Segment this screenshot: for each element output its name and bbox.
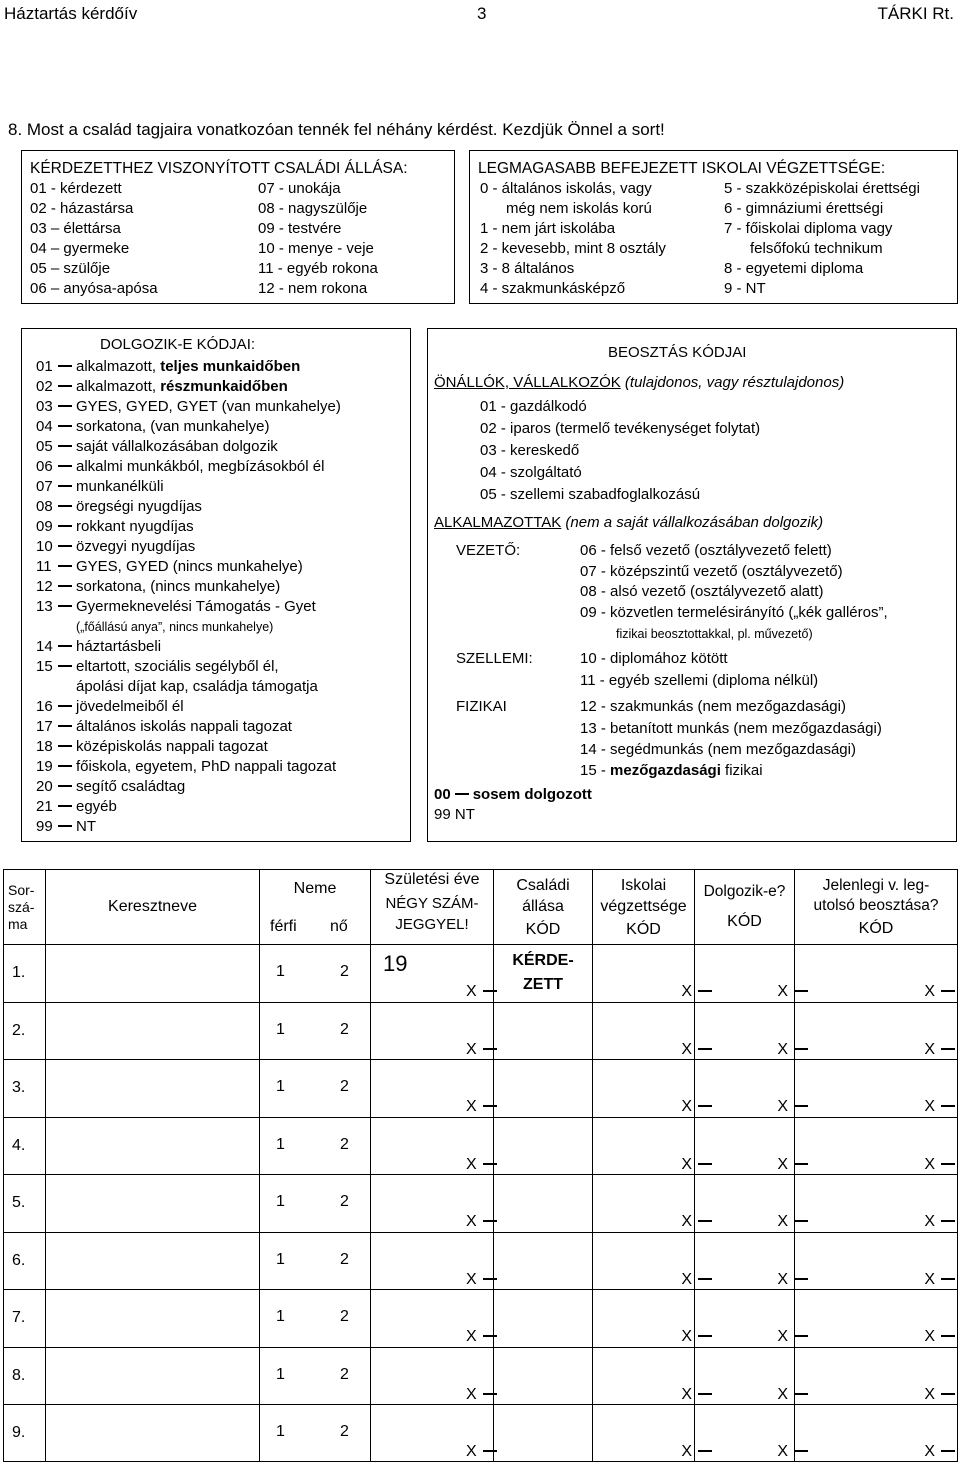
work-code-item: 20 segítő családtag — [36, 778, 186, 795]
work-code-item: 07 munkanélküli — [36, 478, 164, 495]
gender-male-option[interactable]: 1 — [276, 1308, 285, 1326]
gender-male-option[interactable]: 1 — [276, 963, 285, 981]
school-code-item: 2 - kevesebb, mint 8 osztály — [480, 240, 666, 257]
position-codes-title: BEOSZTÁS KÓDJAI — [608, 344, 747, 361]
header-sorszama: Sor- szá- ma — [8, 881, 35, 932]
x-mark: X — [466, 1443, 477, 1460]
vezeto-item: 07 - középszintű vezető (osztályvezető) — [580, 562, 843, 580]
position-x-marker — [924, 1386, 959, 1404]
gender-female-option[interactable]: 2 — [340, 963, 349, 981]
position-field[interactable] — [795, 1233, 957, 1289]
row-number: 5. — [12, 1194, 26, 1212]
header-jelenlegi-kod: KÓD — [858, 920, 894, 937]
work-code-item: 15 eltartott, szociális segélyből él, — [36, 658, 279, 675]
school-codes-title: LEGMAGASABB BEFEJEZETT ISKOLAI VÉGZETTSÉGE: — [478, 160, 886, 177]
work-codes-box — [21, 328, 411, 842]
x-mark: X — [466, 1040, 477, 1058]
x-mark: X — [681, 1385, 692, 1403]
work-code-item: 14 háztartásbeli — [36, 638, 162, 655]
position-field[interactable] — [795, 1290, 957, 1346]
school-field[interactable] — [593, 1003, 694, 1059]
school-field[interactable] — [593, 1348, 694, 1404]
x-mark: X — [924, 1098, 935, 1116]
year-x-marker — [466, 1443, 501, 1461]
x-mark: X — [681, 983, 692, 1001]
birth-year-field[interactable]: 19 — [383, 951, 408, 977]
x-mark: X — [681, 1328, 692, 1346]
header-iskolai-kod: KÓD — [626, 921, 661, 938]
self-employed-item: 04 - szolgáltató — [480, 464, 582, 481]
work-code-item: 06 alkalmi munkákból, megbízásokból él — [36, 458, 325, 475]
row-number: 1. — [12, 964, 26, 982]
work-code-item: 01 alkalmazott, teljes munkaidőben — [36, 358, 301, 375]
position-x-marker — [924, 1271, 959, 1289]
x-mark: X — [924, 1213, 935, 1231]
gender-female-option[interactable]: 2 — [340, 1135, 349, 1153]
header-csaladi-kod: KÓD — [525, 921, 561, 938]
work-code-item: 09 rokkant nyugdíjas — [36, 518, 194, 535]
school-code-item: még nem iskolás korú — [506, 200, 652, 217]
year-x-marker — [466, 1098, 501, 1116]
x-mark: X — [777, 1270, 788, 1288]
work-code-item: 99 NT — [36, 818, 96, 835]
first-name-field[interactable] — [46, 1290, 259, 1346]
x-mark: X — [777, 1443, 788, 1460]
fizikai-item: 14 - segédmunkás (nem mezőgazdasági) — [580, 741, 856, 758]
year-x-marker — [466, 1328, 501, 1346]
position-x-marker — [924, 1213, 959, 1231]
x-mark: X — [466, 1328, 477, 1346]
table-row — [4, 1002, 958, 1060]
fizikai-item-15: 15 - mezőgazdasági fizikai — [580, 762, 763, 779]
x-mark: X — [681, 1155, 692, 1173]
school-code-item: 1 - nem járt iskolába — [480, 220, 616, 237]
table-row — [4, 1347, 958, 1405]
header-no: nő — [330, 918, 348, 935]
row-number: 8. — [12, 1366, 26, 1384]
x-mark: X — [777, 1155, 788, 1173]
table-row — [4, 945, 958, 1003]
family-codes-box — [21, 150, 455, 304]
work-code-item: 11 GYES, GYED (nincs munkahelye) — [36, 558, 303, 575]
self-employed-item: 03 - kereskedő — [480, 442, 580, 459]
first-name-field[interactable] — [46, 1118, 259, 1174]
work-code-item: 12 sorkatona, (nincs munkahelye) — [36, 578, 281, 595]
x-mark: X — [681, 1443, 692, 1460]
work-field[interactable] — [695, 1233, 794, 1289]
work-code-item: 19 főiskola, egyetem, PhD nappali tagozat — [36, 758, 337, 775]
school-code-item: felsőfokú technikum — [750, 240, 883, 257]
question-8: 8. Most a család tagjaira vonatkozóan tennék fel néhány kérdést. Kezdjük Önnel a sort! — [8, 120, 665, 139]
header-dolgozik-kod: KÓD — [727, 913, 762, 930]
gender-female-option[interactable]: 2 — [340, 1078, 349, 1096]
work-code-item: („főállású anya”, nincs munkahelye) — [76, 620, 274, 634]
work-codes-title: DOLGOZIK-E KÓDJAI: — [100, 336, 256, 353]
header-jelenlegi: Jelenlegi v. leg- utolsó beosztása? — [813, 877, 939, 914]
work-code-item: 16 jövedelmeiből él — [36, 698, 184, 715]
vezeto-label: VEZETŐ: — [456, 542, 521, 559]
work-code-item: 05 saját vállalkozásában dolgozik — [36, 438, 278, 455]
work-field[interactable] — [695, 1175, 794, 1231]
gender-male-option[interactable]: 1 — [276, 1135, 285, 1153]
szellemi-item: 10 - diplomához kötött — [580, 650, 728, 667]
work-code-item: 17 általános iskolás nappali tagozat — [36, 718, 292, 735]
work-code-item: 04 sorkatona, (van munkahelye) — [36, 418, 270, 435]
school-field[interactable] — [593, 1175, 694, 1231]
school-code-item: 9 - NT — [724, 280, 766, 297]
position-field[interactable] — [795, 1060, 957, 1116]
school-field[interactable] — [593, 945, 694, 1001]
school-field[interactable] — [593, 1060, 694, 1116]
first-name-field[interactable] — [46, 1175, 259, 1231]
header-dolgozik: Dolgozik-e? — [703, 883, 786, 900]
x-mark: X — [924, 1270, 935, 1288]
gender-male-option[interactable]: 1 — [276, 1423, 285, 1440]
self-employed-item: 02 - iparos (termelő tevékenységet folytat) — [480, 420, 761, 437]
x-mark: X — [466, 1270, 477, 1288]
x-mark: X — [924, 983, 935, 1001]
position-x-marker — [924, 1098, 959, 1116]
work-code-item: 10 özvegyi nyugdíjas — [36, 538, 196, 555]
family-code-item: 02 - házastársa — [30, 200, 134, 217]
position-x-marker — [924, 1041, 959, 1059]
x-mark: X — [777, 1040, 788, 1058]
position-field[interactable] — [795, 1118, 957, 1174]
vezeto-item: 09 - közvetlen termelésirányító („kék galléros”, — [580, 603, 888, 621]
table-row — [4, 1175, 958, 1233]
year-x-marker — [466, 1156, 501, 1174]
self-employed-heading: ÖNÁLLÓK, VÁLLALKOZÓK (tulajdonos, vagy résztulajdonos) — [434, 374, 845, 391]
vezeto-note: fizikai beosztottakkal, pl. művezető) — [616, 627, 813, 641]
school-field[interactable] — [593, 1405, 694, 1461]
family-status-field[interactable]: KÉRDE- ZETT — [512, 952, 574, 994]
first-name-field[interactable] — [46, 1003, 259, 1059]
gender-male-option[interactable]: 1 — [276, 1365, 285, 1383]
row-number: 4. — [12, 1136, 26, 1154]
row-number: 9. — [12, 1424, 26, 1441]
x-mark: X — [681, 1213, 692, 1231]
position-field[interactable] — [795, 1405, 957, 1461]
school-code-item: 4 - szakmunkásképző — [480, 280, 626, 297]
x-mark: X — [777, 983, 788, 1001]
family-code-item: 06 – anyósa-apósa — [30, 280, 158, 297]
work-code-item: 18 középiskolás nappali tagozat — [36, 738, 268, 755]
gender-male-option[interactable]: 1 — [276, 1020, 285, 1038]
header-iskolai: Iskolai végzettsége — [600, 877, 687, 915]
year-x-marker — [466, 1041, 501, 1059]
position-field[interactable] — [795, 1175, 957, 1231]
school-codes-box — [469, 150, 958, 304]
school-field[interactable] — [593, 1290, 694, 1346]
work-field[interactable] — [695, 1290, 794, 1346]
fizikai-label: FIZIKAI — [456, 698, 507, 715]
work-code-item: 08 öregségi nyugdíjas — [36, 498, 202, 515]
work-code-item: 21 egyéb — [36, 798, 117, 815]
family-codes-title: KÉRDEZETTHEZ VISZONYÍTOTT CSALÁDI ÁLLÁSA: — [30, 160, 408, 177]
first-name-field[interactable] — [46, 945, 259, 1001]
family-code-item: 08 - nagyszülője — [258, 200, 368, 217]
gender-male-option[interactable]: 1 — [276, 1250, 285, 1268]
position-x-marker — [924, 983, 959, 1001]
header-left: Háztartás kérdőív — [4, 4, 138, 23]
x-mark: X — [681, 1040, 692, 1058]
header-neme: Neme — [293, 880, 337, 897]
row-number: 6. — [12, 1251, 26, 1269]
school-code-item: 7 - főiskolai diploma vagy — [724, 220, 893, 237]
work-field[interactable] — [695, 1118, 794, 1174]
fizikai-item: 13 - betanított munkás (nem mezőgazdasági) — [580, 719, 882, 737]
x-mark: X — [924, 1443, 935, 1460]
table-header-row — [4, 870, 958, 945]
header-szuletesi-eve: Születési éve — [384, 871, 480, 888]
header-ferfi: férfi — [270, 918, 297, 935]
year-x-marker — [466, 1213, 501, 1231]
x-mark: X — [466, 1213, 477, 1231]
first-name-field[interactable] — [46, 1060, 259, 1116]
table-row — [4, 1117, 958, 1175]
gender-female-option[interactable]: 2 — [340, 1423, 349, 1440]
header-csaladi-allasa: Családi állása — [516, 877, 570, 915]
never-worked: 00 sosem dolgozott — [434, 786, 592, 803]
work-code-item: 13 Gyermeknevelési Támogatás - Gyet — [36, 598, 316, 615]
first-name-field[interactable] — [46, 1233, 259, 1289]
szellemi-label: SZELLEMI: — [456, 650, 533, 667]
first-name-field[interactable] — [46, 1405, 259, 1461]
position-field[interactable] — [795, 1348, 957, 1404]
work-code-item: ápolási díjat kap, családja támogatja — [76, 678, 318, 695]
table-row — [4, 1405, 958, 1462]
employees-heading: ALKALMAZOTTAK (nem a saját vállalkozásában dolgozik) — [434, 514, 824, 531]
year-x-marker — [466, 1271, 501, 1289]
x-mark: X — [681, 1098, 692, 1116]
position-x-marker — [924, 1328, 959, 1346]
family-code-item: 01 - kérdezett — [30, 180, 122, 197]
x-mark: X — [681, 1270, 692, 1288]
x-mark: X — [924, 1040, 935, 1058]
year-x-marker — [466, 1386, 501, 1404]
gender-male-option[interactable]: 1 — [276, 1078, 285, 1096]
szellemi-item: 11 - egyéb szellemi (diploma nélkül) — [580, 672, 819, 689]
table-row — [4, 1060, 958, 1118]
x-mark: X — [466, 1098, 477, 1116]
family-code-item: 03 – élettársa — [30, 220, 121, 237]
fizikai-item: 12 - szakmunkás (nem mezőgazdasági) — [580, 698, 846, 715]
x-mark: X — [777, 1098, 788, 1116]
family-members-table — [3, 869, 958, 1462]
family-code-item: 09 - testvére — [258, 220, 342, 237]
work-field[interactable] — [695, 1060, 794, 1116]
family-code-item: 05 – szülője — [30, 260, 111, 277]
gender-male-option[interactable]: 1 — [276, 1193, 285, 1211]
school-field[interactable] — [593, 1233, 694, 1289]
header-keresztneve: Keresztneve — [108, 898, 197, 915]
x-mark: X — [466, 1385, 477, 1403]
family-code-item: 11 - egyéb rokona — [258, 260, 378, 277]
position-x-marker — [924, 1443, 959, 1461]
school-code-item: 6 - gimnáziumi érettségi — [724, 200, 884, 217]
row-number: 7. — [12, 1309, 26, 1327]
work-code-item: 02 alkalmazott, részmunkaidőben — [36, 378, 288, 395]
school-code-item: 0 - általános iskolás, vagy — [480, 180, 652, 197]
vezeto-item: 06 - felső vezető (osztályvezető felett) — [580, 542, 832, 559]
work-field[interactable] — [695, 1348, 794, 1404]
gender-female-option[interactable]: 2 — [340, 1250, 349, 1268]
position-x-marker — [924, 1156, 959, 1174]
x-mark: X — [777, 1213, 788, 1231]
first-name-field[interactable] — [46, 1348, 259, 1404]
school-code-item: 5 - szakközépiskolai érettségi — [724, 180, 920, 197]
table-row — [4, 1290, 958, 1348]
x-mark: X — [924, 1328, 935, 1346]
school-code-item: 3 - 8 általános — [480, 260, 575, 277]
x-mark: X — [466, 1155, 477, 1173]
family-code-item: 07 - unokája — [258, 180, 341, 197]
family-code-item: 12 - nem rokona — [258, 280, 368, 297]
family-code-item: 04 – gyermeke — [30, 240, 130, 257]
x-mark: X — [777, 1385, 788, 1403]
self-employed-item: 01 - gazdálkodó — [480, 398, 587, 415]
family-code-item: 10 - menye - veje — [258, 240, 374, 257]
x-mark: X — [924, 1155, 935, 1173]
gender-female-option[interactable]: 2 — [340, 1365, 349, 1383]
work-field[interactable] — [695, 1003, 794, 1059]
row-number: 2. — [12, 1021, 26, 1039]
school-code-item: 8 - egyetemi diploma — [724, 260, 864, 277]
work-field[interactable] — [695, 1405, 794, 1461]
x-mark: X — [777, 1328, 788, 1346]
x-mark: X — [466, 983, 477, 1001]
page-number: 3 — [477, 4, 487, 23]
gender-female-option[interactable]: 2 — [340, 1193, 349, 1211]
table-row — [4, 1232, 958, 1290]
work-field[interactable] — [695, 945, 794, 1001]
work-code-item: 03 GYES, GYED, GYET (van munkahelye) — [36, 398, 341, 415]
row-number: 3. — [12, 1079, 26, 1097]
gender-female-option[interactable]: 2 — [340, 1308, 349, 1326]
gender-female-option[interactable]: 2 — [340, 1020, 349, 1038]
header-negy-szam: NÉGY SZÁM- JEGGYEL! — [385, 895, 479, 933]
position-field[interactable] — [795, 945, 957, 1001]
x-mark: X — [924, 1385, 935, 1403]
header-right: TÁRKI Rt. — [877, 4, 954, 23]
position-nt: 99 NT — [434, 806, 475, 823]
vezeto-item: 08 - alsó vezető (osztályvezető alatt) — [580, 583, 824, 600]
position-field[interactable] — [795, 1003, 957, 1059]
self-employed-item: 05 - szellemi szabadfoglalkozású — [480, 486, 701, 503]
position-codes-box — [427, 328, 957, 842]
school-field[interactable] — [593, 1118, 694, 1174]
